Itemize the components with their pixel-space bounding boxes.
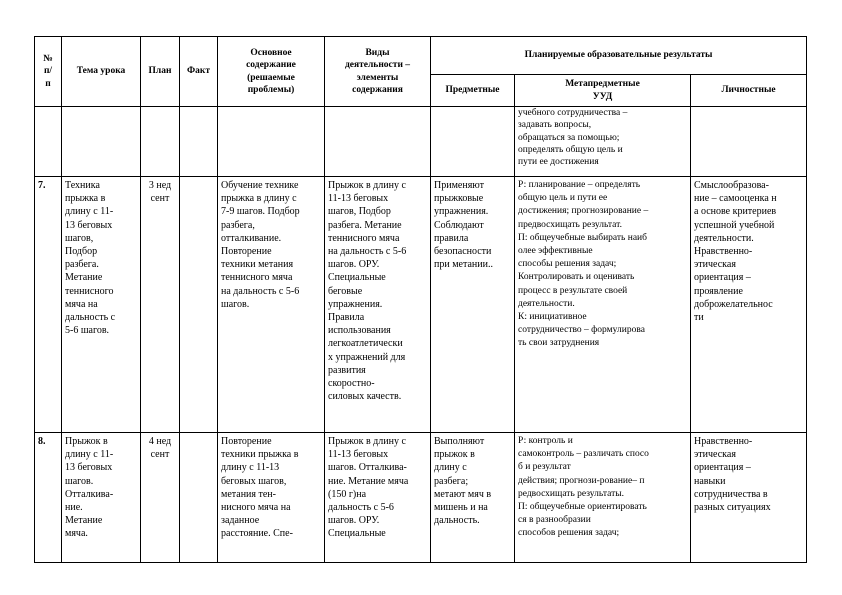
row-subject: Выполняют прыжок в длину с разбега; метают мяч в мишень и на дальность.	[431, 433, 515, 563]
header-subject: Предметные	[431, 75, 515, 107]
row-content: Обучение технике прыжка в длину с 7-9 шагов. Подбор разбега, отталкивание. Повторение техники метания теннисного мяча на дальность с 5-6 шагов.	[218, 177, 325, 433]
row-meta: Р: планирование – определять общую цель и пути ее достижения; прогнозирование – предвосхищать результат. П: общеучебные выбирать наиб олее эффективные способы решения задач; Контролировать и оценивать процесс в результате своей деятельности. К: инициативное сотрудничество – формулирова ть свои затруднения	[515, 177, 691, 433]
row-personal: Смыслообразова- ние – самооценка н а основе критериев успешной учебной деятельности. Нравственно- этическая ориентация – проявление доброжелательнос ти	[691, 177, 807, 433]
row-activities: Прыжок в длину с 11-13 беговых шагов. Отталкива- ние. Метание мяча (150 г)на дальность с 5-6 шагов. ОРУ. Специальные	[325, 433, 431, 563]
header-content: Основное содержание (решаемые проблемы)	[218, 37, 325, 107]
cont-personal	[691, 107, 807, 177]
cont-meta: учебного сотрудничества – задавать вопросы, обращаться за помощью; определять общую цель и пути ее достижения	[515, 107, 691, 177]
header-activities: Виды деятельности – элементы содержания	[325, 37, 431, 107]
lesson-plan-table	[34, 36, 807, 563]
header-num: № п/ п	[35, 37, 62, 107]
row-personal: Нравственно- этическая ориентация – навыки сотрудничества в разных ситуациях	[691, 433, 807, 563]
row-fact	[180, 433, 218, 563]
cont-fact	[180, 107, 218, 177]
cont-topic	[62, 107, 141, 177]
cont-content	[218, 107, 325, 177]
header-fact: Факт	[180, 37, 218, 107]
row-topic: Техника прыжка в длину с 11- 13 беговых шагов, Подбор разбега. Метание теннисного мяча на дальность с 5-6 шагов.	[62, 177, 141, 433]
cont-num	[35, 107, 62, 177]
header-results: Планируемые образовательные результаты	[431, 37, 807, 75]
header-personal: Личностные	[691, 75, 807, 107]
row-activities: Прыжок в длину с 11-13 беговых шагов, Подбор разбега. Метание теннисного мяча на дальность с 5-6 шагов. ОРУ. Специальные беговые упражнения. Правила использования легкоатлетически х упражнений для развития скоростно- силовых качеств.	[325, 177, 431, 433]
row-fact	[180, 177, 218, 433]
row-num: 8.	[35, 433, 62, 563]
row-topic: Прыжок в длину с 11- 13 беговых шагов. Отталкива- ние. Метание мяча.	[62, 433, 141, 563]
row-meta: Р: контроль и самоконтроль – различать спосо б и результат действия; прогнози-рование– п редвосхищать результаты. П: общеучебные ориентировать ся в разнообразии способов решения задач;	[515, 433, 691, 563]
row-subject: Применяют прыжковые упражнения. Соблюдают правила безопасности при метании..	[431, 177, 515, 433]
row-plan: 4 нед сент	[141, 433, 180, 563]
table-row	[35, 433, 807, 563]
table-row	[35, 177, 807, 433]
header-meta: Метапредметные УУД	[515, 75, 691, 107]
header-row	[35, 37, 807, 75]
row-content: Повторение техники прыжка в длину с 11-13 беговых шагов, метания тен- нисного мяча на заданное расстояние. Спе-	[218, 433, 325, 563]
continuation-row	[35, 107, 807, 177]
cont-plan	[141, 107, 180, 177]
cont-subject	[431, 107, 515, 177]
header-topic: Тема урока	[62, 37, 141, 107]
cont-activities	[325, 107, 431, 177]
row-plan: 3 нед сент	[141, 177, 180, 433]
row-num: 7.	[35, 177, 62, 433]
header-plan: План	[141, 37, 180, 107]
